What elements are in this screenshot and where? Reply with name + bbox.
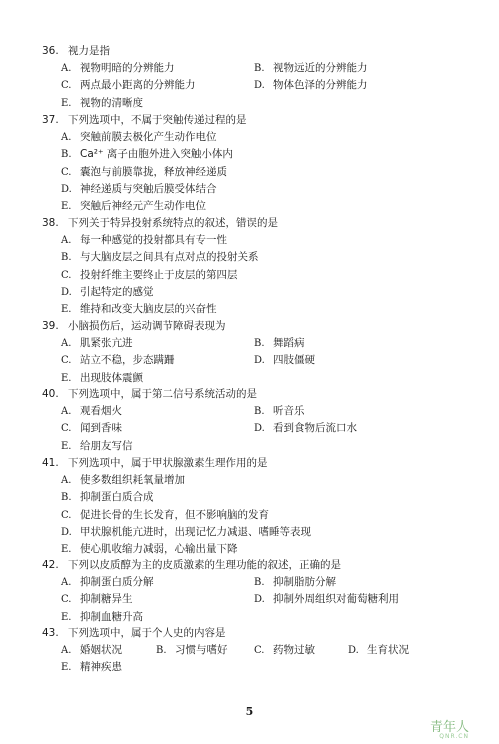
option-b: B. 抑制脂肪分解 <box>254 576 336 589</box>
option-d: D. 四肢僵硬 <box>254 354 315 367</box>
question-stem: 下列关于特异投射系统特点的叙述，错误的是 <box>68 217 278 229</box>
option-c: C. 投射纤维主要终止于皮层的第四层 <box>61 268 238 281</box>
option-c: C. 闻到香味 <box>61 422 122 435</box>
option-d: D. 引起特定的感觉 <box>61 285 154 298</box>
option-b: B. 习惯与嗜好 <box>156 644 228 657</box>
option-c: C. 站立不稳，步态蹒跚 <box>61 354 175 367</box>
option-b: B. 与大脑皮层之间具有点对点的投射关系 <box>61 251 259 264</box>
option-b: B. 抑制蛋白质合成 <box>61 491 154 504</box>
question-number: 40. <box>42 388 59 400</box>
option-d: D. 抑制外周组织对葡萄糖利用 <box>254 593 399 606</box>
question-number: 39. <box>42 320 59 332</box>
option-a: A. 抑制蛋白质分解 <box>61 576 154 589</box>
option-e: E. 出现肢体震颤 <box>61 371 143 384</box>
option-a: A. 每一种感觉的投射都具有专一性 <box>61 234 227 247</box>
question-43 <box>42 625 472 677</box>
option-a: A. 使多数组织耗氧量增加 <box>61 474 185 487</box>
option-c: C. 药物过敏 <box>254 644 315 657</box>
option-c: C. 囊泡与前膜靠拢，释放神经递质 <box>61 165 227 178</box>
question-stem: 视力是指 <box>68 45 110 57</box>
question-36 <box>42 43 472 112</box>
option-d: D. 神经递质与突触后膜受体结合 <box>61 182 217 195</box>
option-c: C. 抑制糖异生 <box>61 593 133 606</box>
question-41 <box>42 455 472 558</box>
question-number: 36. <box>42 45 59 57</box>
option-e: E. 视物的清晰度 <box>61 96 143 109</box>
option-a: A. 突触前膜去极化产生动作电位 <box>61 131 217 144</box>
watermark-text: 青年人 <box>429 720 469 735</box>
question-number: 37. <box>42 114 59 126</box>
question-39 <box>42 318 472 387</box>
option-e: E. 使心肌收缩力减弱，心输出量下降 <box>61 542 238 555</box>
question-42 <box>42 557 472 626</box>
option-c: C. 两点最小距离的分辨能力 <box>61 79 196 92</box>
question-stem: 下列选项中，属于第二信号系统活动的是 <box>68 388 257 400</box>
option-d: D. 生育状况 <box>348 644 409 657</box>
option-b: B. 舞蹈病 <box>254 337 305 350</box>
question-38 <box>42 215 472 318</box>
option-a: A. 视物明暗的分辨能力 <box>61 62 175 75</box>
question-stem: 小脑损伤后，运动调节障碍表现为 <box>68 320 226 332</box>
question-stem: 下列选项中，不属于突触传递过程的是 <box>68 114 247 126</box>
option-e: E. 抑制血糖升高 <box>61 610 143 623</box>
option-b: B. 视物远近的分辨能力 <box>254 62 368 75</box>
question-stem: 下列选项中，属于个人史的内容是 <box>68 627 226 639</box>
question-number: 38. <box>42 217 59 229</box>
question-stem: 下列以皮质醇为主的皮质激素的生理功能的叙述，正确的是 <box>68 559 341 571</box>
option-a: A. 婚姻状况 <box>61 644 122 657</box>
option-d: D. 看到食物后流口水 <box>254 422 357 435</box>
question-number: 43. <box>42 627 59 639</box>
question-stem: 下列选项中，属于甲状腺激素生理作用的是 <box>68 457 268 469</box>
option-d: D. 甲状腺机能亢进时，出现记忆力减退、嗜睡等表现 <box>61 525 311 538</box>
page-number: 5 <box>245 705 254 718</box>
option-e: E. 维持和改变大脑皮层的兴奋性 <box>61 302 217 315</box>
option-c: C. 促进长骨的生长发育，但不影响脑的发育 <box>61 508 269 521</box>
option-a: A. 肌紧张亢进 <box>61 337 133 350</box>
question-number: 41. <box>42 457 59 469</box>
option-b: B. 听音乐 <box>254 405 305 418</box>
question-number: 42. <box>42 559 59 571</box>
question-37 <box>42 112 472 215</box>
option-e: E. 突触后神经元产生动作电位 <box>61 199 206 212</box>
watermark-logo <box>430 716 469 740</box>
question-40 <box>42 386 472 455</box>
option-d: D. 物体色泽的分辨能力 <box>254 79 368 92</box>
option-e: E. 精神疾患 <box>61 661 122 674</box>
option-e: E. 给朋友写信 <box>61 439 133 452</box>
watermark-subtext: QNR.CN <box>439 733 469 740</box>
option-a: A. 观看烟火 <box>61 405 122 418</box>
option-b: B. Ca²⁺ 离子由胞外进入突触小体内 <box>61 148 233 161</box>
